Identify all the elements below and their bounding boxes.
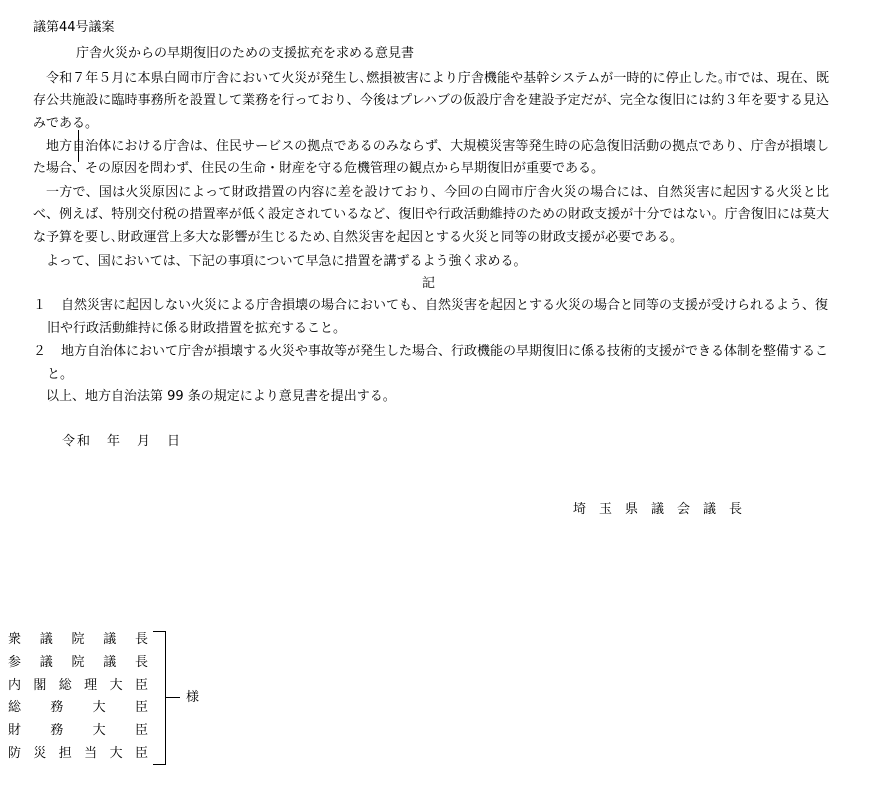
paragraph-1: 令和７年５月に本県白岡市庁舎において火災が発生し､燃損被害により庁舎機能や基幹システムが一時的に停止した｡市では、現在、既存公共施設に臨時事務所を設置して業務を行っており、今後はプレハブの仮設庁舎を建設予定だが、完全な復旧には約３年を要する見込みである。 <box>33 71 829 131</box>
addressee-char: 院 <box>71 632 85 647</box>
addressee-char: 院 <box>71 655 85 670</box>
addressee-char: 議 <box>39 632 53 647</box>
addressee-char: 臣 <box>134 723 148 738</box>
addressee-char: 衆 <box>8 632 22 647</box>
addressee-text <box>8 632 148 648</box>
addressee-char: 理 <box>84 678 98 693</box>
addressee-char: 議 <box>103 655 117 670</box>
document-title: 庁舎火災からの早期復旧のための支援拡充を求める意見書 <box>76 46 415 61</box>
addressee <box>8 700 148 716</box>
paragraph-4: よって、国においては、下記の事項について早急に措置を講ずるよう強く求める。 <box>46 254 527 269</box>
addressee-char: 財 <box>8 723 22 738</box>
addressee-char: 務 <box>50 723 64 738</box>
addressee-char: 担 <box>58 746 72 761</box>
addressee-char: 総 <box>8 700 22 715</box>
addressee <box>8 723 148 739</box>
item-number: ２ <box>33 344 47 359</box>
addressee-char: 閣 <box>33 678 47 693</box>
addressee-char: 臣 <box>134 678 148 693</box>
addressee-char: 長 <box>134 655 148 670</box>
text-cursor <box>78 130 79 162</box>
honorific: 様 <box>186 690 200 705</box>
item-text: 地方自治体において庁舎が損壊する火災や事故等が発生した場合、行政機能の早期復旧に係る技術的支援ができる体制を整備すること。 <box>47 344 829 382</box>
list-item <box>33 294 829 340</box>
addressee-char: 大 <box>92 700 106 715</box>
addressee-text <box>8 700 148 716</box>
addressee-char: 長 <box>134 632 148 647</box>
item-text: 自然災害に起因しない火災による庁舎損壊の場合においても、自然災害を起因とする火災の場合と同等の支援が受けられるよう、復旧や行政活動維持に係る財政措置を拡充すること。 <box>47 298 829 336</box>
addressee-char: 大 <box>109 678 123 693</box>
addressee-char: 議 <box>103 632 117 647</box>
addressee-char: 災 <box>33 746 47 761</box>
addressee <box>8 632 148 648</box>
addressee-char: 内 <box>8 678 22 693</box>
addressee-char: 総 <box>58 678 72 693</box>
item-number: １ <box>33 298 47 313</box>
addressee-char: 大 <box>92 723 106 738</box>
paragraph-2: 地方自治体における庁舎は、住民サービスの拠点であるのみならず、大規模災害等発生時の応急復旧活動の拠点であり、庁舎が損壊した場合、その原因を問わず、住民の生命・財産を守る危機管理の観点から早期復旧が重要である。 <box>33 139 829 177</box>
addressee-char: 参 <box>8 655 22 670</box>
ki-heading: 記 <box>422 276 436 291</box>
addressee-text <box>8 723 148 739</box>
closing-statement: 以上、地方自治法第 99 条の規定により意見書を提出する。 <box>46 389 396 404</box>
addressee-char: 議 <box>39 655 53 670</box>
addressee-char: 臣 <box>134 700 148 715</box>
addressee-text <box>8 678 148 694</box>
addressee-char: 務 <box>50 700 64 715</box>
addressee-text <box>8 746 148 762</box>
addressee <box>8 746 148 762</box>
sender: 埼 玉 県 議 会 議 長 <box>573 502 743 517</box>
addressee <box>8 678 148 694</box>
addressee-char: 当 <box>84 746 98 761</box>
addressee <box>8 655 148 671</box>
addressee-char: 大 <box>109 746 123 761</box>
paragraph-3: 一方で、国は火災原因によって財政措置の内容に差を設けており、今回の白岡市庁舎火災の場合には、自然災害に起因する火災と比べ、例えば、特別交付税の措置率が低く設定されているなど、復旧や行政活動維持のための財政支援が十分ではない。庁舎復旧には莫大な予算を要し､財政運営上多大な影響が生じるため､自然災害を起因とする火災と同等の財政支援が必要である。 <box>33 185 829 245</box>
bracket-tick <box>166 697 180 698</box>
list-item <box>33 340 829 386</box>
addressee-char: 防 <box>8 746 22 761</box>
bill-number: 議第44号議案 <box>33 20 115 35</box>
addressee-bracket <box>153 631 166 765</box>
date-line: 令和 年 月 日 <box>62 434 183 449</box>
addressee-char: 臣 <box>134 746 148 761</box>
addressee-text <box>8 655 148 671</box>
